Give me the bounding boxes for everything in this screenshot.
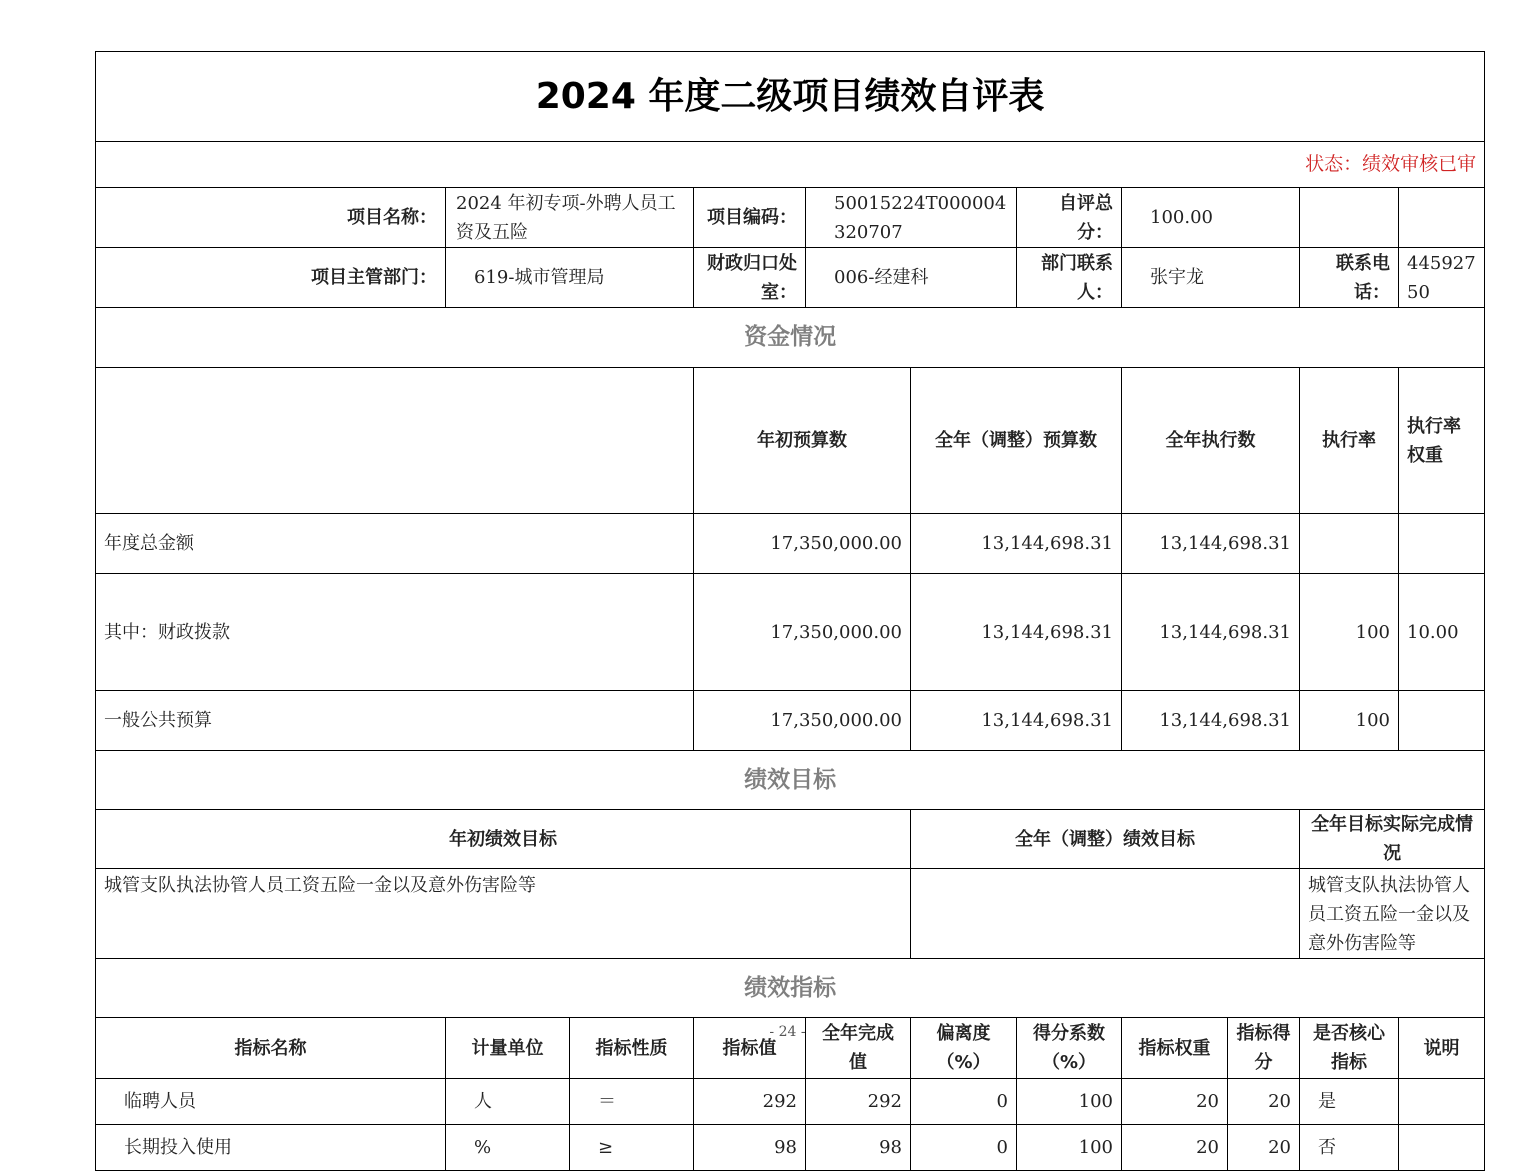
indicator-weight: 20	[1122, 1125, 1228, 1171]
indicator-value: 292	[694, 1079, 806, 1125]
indicator-score: 20	[1228, 1125, 1300, 1171]
indicator-done: 292	[806, 1079, 911, 1125]
indicator-nature: ＝	[570, 1079, 694, 1125]
header-done: 全年完成值	[806, 1018, 911, 1079]
header-exec-rate: 执行率	[1300, 368, 1399, 514]
fund-weight	[1399, 691, 1485, 751]
indicator-note	[1399, 1125, 1485, 1171]
funds-row	[96, 691, 1485, 751]
header-value: 指标值	[694, 1018, 806, 1079]
indicator-core: 是	[1300, 1079, 1399, 1125]
indicator-unit: %	[446, 1125, 570, 1171]
score-label: 自评总分：	[1017, 188, 1122, 248]
fund-weight: 10.00	[1399, 574, 1485, 691]
adjusted-goal-text	[911, 869, 1300, 959]
header-actual-goal: 全年目标实际完成情况	[1300, 810, 1485, 869]
header-initial-budget: 年初预算数	[694, 368, 911, 514]
indicator-row	[96, 1125, 1485, 1171]
header-indicator-name: 指标名称	[96, 1018, 446, 1079]
fund-rate: 100	[1300, 574, 1399, 691]
fund-executed: 13,144,698.31	[1122, 514, 1300, 574]
fund-initial: 17,350,000.00	[694, 514, 911, 574]
project-name-label: 项目名称：	[96, 188, 446, 248]
indicator-weight: 20	[1122, 1079, 1228, 1125]
page-number: - 24 -	[769, 1024, 806, 1040]
fund-adjusted: 13,144,698.31	[911, 691, 1122, 751]
project-code-value: 50015224T000004320707	[806, 188, 1017, 248]
fund-label: 其中：财政拨款	[96, 574, 694, 691]
fund-adjusted: 13,144,698.31	[911, 514, 1122, 574]
indicator-note	[1399, 1079, 1485, 1125]
header-note: 说明	[1399, 1018, 1485, 1079]
header-executed: 全年执行数	[1122, 368, 1300, 514]
indicator-coef: 100	[1017, 1079, 1122, 1125]
project-name-value: 2024 年初专项-外聘人员工资及五险	[446, 188, 694, 248]
finance-label: 财政归口处室：	[694, 248, 806, 308]
header-weight: 指标权重	[1122, 1018, 1228, 1079]
indicator-done: 98	[806, 1125, 911, 1171]
header-adjusted-goal: 全年（调整）绩效目标	[911, 810, 1300, 869]
goals-section-title: 绩效目标	[96, 751, 1485, 810]
finance-value: 006-经建科	[806, 248, 1017, 308]
indicator-name: 长期投入使用	[96, 1125, 446, 1171]
initial-goal-text: 城管支队执法协管人员工资五险一金以及意外伤害险等	[96, 869, 911, 959]
project-code-label: 项目编码：	[694, 188, 806, 248]
header-nature: 指标性质	[570, 1018, 694, 1079]
fund-label: 年度总金额	[96, 514, 694, 574]
dept-value: 619-城市管理局	[446, 248, 694, 308]
header-coef: 得分系数（%）	[1017, 1018, 1122, 1079]
header-adjusted-budget: 全年（调整）预算数	[911, 368, 1122, 514]
indicator-nature: ≥	[570, 1125, 694, 1171]
indicator-core: 否	[1300, 1125, 1399, 1171]
fund-executed: 13,144,698.31	[1122, 574, 1300, 691]
funds-row	[96, 574, 1485, 691]
indicator-row	[96, 1079, 1485, 1125]
fund-executed: 13,144,698.31	[1122, 691, 1300, 751]
header-deviation: 偏离度（%）	[911, 1018, 1017, 1079]
fund-label: 一般公共预算	[96, 691, 694, 751]
header-rate-weight: 执行率权重	[1399, 368, 1485, 514]
fund-initial: 17,350,000.00	[694, 574, 911, 691]
indicators-section-title: 绩效指标	[96, 959, 1485, 1018]
fund-rate: 100	[1300, 691, 1399, 751]
header-core: 是否核心指标	[1300, 1018, 1399, 1079]
header-score: 指标得分	[1228, 1018, 1300, 1079]
contact-label: 部门联系人：	[1017, 248, 1122, 308]
indicator-unit: 人	[446, 1079, 570, 1125]
funds-section-title: 资金情况	[96, 308, 1485, 368]
indicator-coef: 100	[1017, 1125, 1122, 1171]
performance-evaluation-table	[95, 51, 1485, 1171]
indicator-value: 98	[694, 1125, 806, 1171]
funds-row	[96, 514, 1485, 574]
actual-goal-text: 城管支队执法协管人员工资五险一金以及意外伤害险等	[1300, 869, 1485, 959]
status-text: 状态：绩效审核已审	[96, 142, 1485, 188]
fund-rate	[1300, 514, 1399, 574]
indicator-name: 临聘人员	[96, 1079, 446, 1125]
empty-cell	[1399, 188, 1485, 248]
score-value: 100.00	[1122, 188, 1300, 248]
fund-initial: 17,350,000.00	[694, 691, 911, 751]
fund-adjusted: 13,144,698.31	[911, 574, 1122, 691]
indicator-deviation: 0	[911, 1125, 1017, 1171]
phone-value: 44592750	[1399, 248, 1485, 308]
header-initial-goal: 年初绩效目标	[96, 810, 911, 869]
page-title: 2024 年度二级项目绩效自评表	[96, 52, 1485, 142]
contact-value: 张宇龙	[1122, 248, 1300, 308]
indicator-score: 20	[1228, 1079, 1300, 1125]
indicator-deviation: 0	[911, 1079, 1017, 1125]
empty-cell	[1300, 188, 1399, 248]
phone-label: 联系电话：	[1300, 248, 1399, 308]
header-unit: 计量单位	[446, 1018, 570, 1079]
dept-label: 项目主管部门：	[96, 248, 446, 308]
fund-weight	[1399, 514, 1485, 574]
empty-cell	[96, 368, 694, 514]
